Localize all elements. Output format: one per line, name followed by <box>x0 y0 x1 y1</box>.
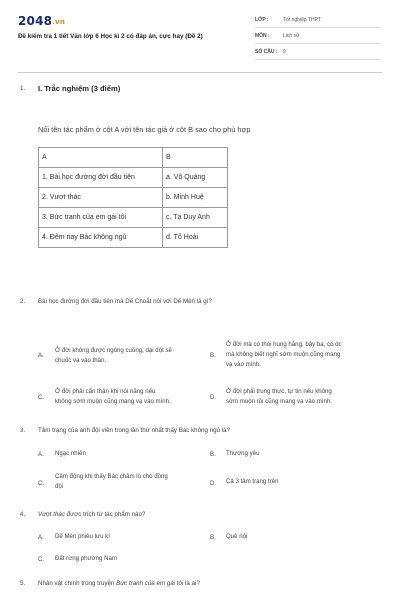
section-heading: I. Trắc nghiệm (3 điểm) <box>38 84 121 93</box>
option-label: C. <box>38 394 45 401</box>
option-line: chuốc vạ vào thân. <box>55 357 107 364</box>
meta-row-class <box>255 16 381 28</box>
table-row <box>39 208 228 228</box>
option-line: Ở đời phải trung thực, tự tin nếu không <box>226 388 332 395</box>
question-number: 1. <box>20 85 26 92</box>
option-text <box>55 472 168 492</box>
option-text <box>55 449 86 459</box>
meta-value: Lịch sử <box>283 33 300 39</box>
header-divider <box>18 72 382 73</box>
option-label: A. <box>38 451 44 458</box>
option-line: vạ vào mình. <box>226 361 261 368</box>
site-logo[interactable] <box>18 14 65 28</box>
question-number: 2. <box>20 298 26 305</box>
question-text-italic: Bức tranh của em gái tôi <box>116 580 184 587</box>
question-text: Tâm trạng của anh đội viên trong lần thứ nhất thấy Bác không ngủ là? <box>38 427 230 434</box>
option-text <box>55 554 117 564</box>
option-text <box>226 387 332 407</box>
question-instruction: Nối tên tác phẩm ở cột A với tên tác giả ở cột B sao cho phù hợp <box>38 125 251 134</box>
table-cell: c. Tạ Duy Anh <box>163 208 228 228</box>
option-line: mà không biết nghĩ sớm muộn cũng mang <box>226 351 341 358</box>
option-line: Ngạc nhiên <box>55 450 86 457</box>
question-text-rest: được trích từ tác phẩm nào? <box>64 511 146 518</box>
table-row <box>39 188 228 208</box>
table-header-row <box>39 148 228 168</box>
option-label: A. <box>38 352 44 359</box>
option-line: Ở đời không được ngông cuồng, dại dột sẽ <box>55 347 172 354</box>
question-text: Bài học đường đời đầu tiên mà Dế Choắt nói với Dế Mèn là gì? <box>38 298 212 305</box>
option-text <box>226 477 279 487</box>
page-header <box>0 0 400 72</box>
logo-suffix: .vn <box>52 18 66 26</box>
option-line: Thương yêu <box>226 450 260 457</box>
meta-value: Tốt nghiệp THPT <box>283 17 321 23</box>
question-number: 3. <box>20 427 26 434</box>
meta-key: MÔN : <box>255 33 270 39</box>
option-line: đội <box>55 483 64 490</box>
option-line: Đất rừng phương Nam <box>55 555 117 562</box>
question-number: 5. <box>20 580 26 587</box>
option-text <box>226 532 247 542</box>
option-line: Quê nội <box>226 533 248 540</box>
question-text-pre: Nhân vật chính trong truyện <box>38 580 117 587</box>
option-label: A. <box>38 534 44 541</box>
option-line: sớm muộn rồi cũng mang vạ vào mình. <box>226 398 332 405</box>
question-text <box>38 580 200 587</box>
option-label: B. <box>210 534 216 541</box>
exam-meta <box>255 16 381 64</box>
table-row <box>39 228 228 248</box>
option-line: Ở đời phải cẩn thận khi nói năng nếu <box>55 388 156 395</box>
page-title: Đề kiểm tra 1 tiết Văn lớp 6 Học kì 2 có đáp án, cực hay (Đề 2) <box>18 33 203 40</box>
question-number: 4. <box>20 511 26 518</box>
option-text <box>226 449 259 459</box>
table-row <box>39 168 228 188</box>
logo-text: 2048 <box>18 14 53 28</box>
table-cell: 3. Bức tranh của em gái tôi <box>39 208 163 228</box>
table-header-cell: B <box>163 148 228 168</box>
table-cell: d. Tô Hoài <box>163 228 228 248</box>
meta-key: LỚP : <box>255 17 269 23</box>
option-text <box>55 346 172 366</box>
table-cell: 2. Vượt thác <box>39 188 163 208</box>
table-cell: b. Minh Huệ <box>163 188 228 208</box>
meta-row-count <box>255 48 381 60</box>
option-label: C. <box>38 480 45 487</box>
table-cell: 4. Đêm nay Bác không ngủ <box>39 228 163 248</box>
question-text-post: là ai? <box>183 580 200 587</box>
option-line: Cả 3 tâm trạng trên <box>226 478 279 485</box>
option-text <box>55 387 171 407</box>
meta-value: 9 <box>283 49 286 55</box>
option-label: B. <box>210 352 216 359</box>
matching-table <box>38 147 228 248</box>
option-text <box>55 532 110 542</box>
meta-key: SỐ CÂU : <box>255 49 278 55</box>
option-label: D. <box>210 480 217 487</box>
table-cell: 1. Bài học đường đời đầu tiên <box>39 168 163 188</box>
option-line: Cảm động khi thấy Bác chăm lo cho đồng <box>55 473 168 480</box>
option-line: Dế Mèn phiêu lưu kí <box>55 533 110 540</box>
meta-row-subject <box>255 32 381 44</box>
option-label: D. <box>210 394 217 401</box>
option-line: không sớm muộn cũng mang vạ vào mình. <box>55 398 171 405</box>
question-text <box>38 511 145 518</box>
option-line: Ở đời mà có thói hung hăng, bậy bạ, có óc <box>226 341 342 348</box>
option-text <box>226 340 342 370</box>
option-label: B. <box>210 451 216 458</box>
table-cell: a. Võ Quảng <box>163 168 228 188</box>
question-text-italic: Vượt thác <box>38 511 65 518</box>
option-label: C. <box>38 556 45 563</box>
table-header-cell: A <box>39 148 163 168</box>
